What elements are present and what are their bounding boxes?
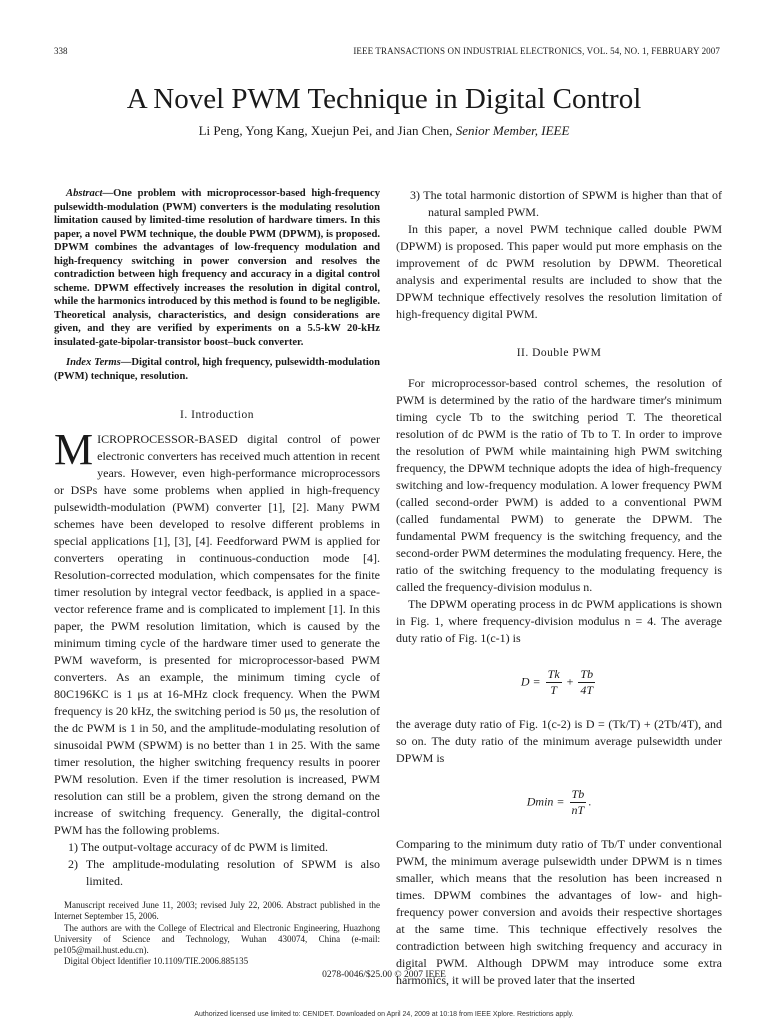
paper-title: A Novel PWM Technique in Digital Control	[126, 83, 642, 115]
equation-period: .	[588, 794, 592, 809]
denominator: 4T	[580, 683, 594, 697]
fraction	[578, 667, 595, 698]
author-names: Li Peng, Yong Kang, Xuejun Pei, and Jian Chen,	[198, 123, 456, 138]
paragraph: The DPWM operating process in dc PWM applications is shown in Fig. 1, where frequency-division modulus n = 4. The average duty ratio of Fig. 1(c-1) is	[396, 597, 722, 645]
denominator: nT	[571, 803, 585, 817]
footnote-affiliation: The authors are with the College of Electrical and Electronic Engineering, Huazhong University of Science and Technology, Wuhan 430074, China (e-mail: pe105@mail.hust.edu.cn).	[54, 922, 380, 956]
list-item: 2) The amplitude-modulating resolution of SPWM is also limited.	[68, 857, 380, 888]
section-heading-introduction: I. Introduction	[180, 409, 254, 421]
fraction	[570, 787, 587, 818]
abstract	[54, 187, 380, 349]
drop-cap: M	[54, 425, 94, 474]
index-terms-text: —Digital control, high frequency, pulsewidth-modulation (PWM) technique, resolution.	[54, 357, 380, 382]
left-column	[54, 187, 380, 968]
paragraph: In this paper, a novel PWM technique called double PWM (DPWM) is proposed. This paper would put more emphasis on the improvement of dc PWM resolution by DPWM. Theoretical analysis and experimental results are included to show that the DPWM technique effectively resolves the resolution limitation of high-frequency digital PWM.	[396, 222, 722, 321]
plus-sign: +	[566, 674, 574, 689]
intro-paragraph	[54, 425, 380, 839]
paragraph: the average duty ratio of Fig. 1(c-2) is D = (Tk/T) + (2Tb/4T), and so on. The duty ratio of the minimum average pulsewidth under DPWM is	[396, 717, 722, 765]
equation-lhs: Dmin =	[526, 794, 565, 809]
numerator: Tb	[580, 667, 594, 681]
author-line	[0, 123, 768, 139]
intro-text: ICROPROCESSOR-BASED digital control of power electronic converters has received much attention in recent years. However, even high-performance microprocessors or DSPs have some problems when applied in high-frequency pulsewidth-modulation (PWM) converter [1], [2]. Many PWM schemes have been developed to resolve different problems in special applications [1], [3], [4]. Feedforward PWM is applied for converters operating in continuous-conduction mode [4]. Resolution-corrected modulation, which compensates for the finite timer resolution by integral vector feedback, is applied in a space-vector reference frame and is complicated to implement [1]. In this paper, the PWM resolution limitation, which is caused by the minimum timing cycle of the hardware timer used to generate the PWM waveform, is presented for microprocessor-based PWM converters. As an example, the minimum timing cycle of 80C196KC is 1 μs at 16-MHz clock frequency. When the PWM frequency is 20 kHz, the switching period is 50 μs, the resolution of the dc PWM is 1 in 50, and the amplitude-modulating resolution of sinusoidal PWM (SPWM) is no better than 1 in 25. With the same timer resolution, the higher switching frequency results in poorer PWM resolution. Even if the timer resolution is increased, PWM resolution can still be a problem, given the strong demand on the increase of switching frequency. Generally, the digital-control PWM has the following problems.	[54, 432, 380, 837]
right-column	[396, 187, 722, 989]
section-heading-double-pwm: II. Double PWM	[516, 347, 602, 359]
footnote-doi: Digital Object Identifier 10.1109/TIE.2006.885135	[64, 956, 249, 967]
list-item: 1) The output-voltage accuracy of dc PWM is limited.	[68, 840, 329, 854]
denominator: T	[550, 683, 557, 697]
paragraph: Comparing to the minimum duty ratio of Tb/T under conventional PWM, the minimum average pulsewidth under DPWM is n times smaller, which means that the resolution has been increased n times. DPWM combines the advantages of low- and high-frequency power conversion and avoids their respective shortages at the same time. This technique effectively resolves the contradiction between high switching frequency and accuracy in digital PWM. Although DPWM may introduce some extra harmonics, it will be proved later that the inserted	[396, 837, 722, 987]
equation-lhs: D =	[520, 674, 541, 689]
problem-list-continued	[396, 187, 722, 221]
list-item: 3) The total harmonic distortion of SPWM is higher than that of natural sampled PWM.	[410, 188, 722, 219]
problem-list	[54, 839, 380, 890]
index-terms-label: Index Terms	[66, 357, 121, 368]
paragraph: For microprocessor-based control schemes, the resolution of PWM is determined by the ratio of the hardware timer's minimum timing cycle Tb to the switching period T. The theoretical resolution of dc PWM is the ratio of Tb to T. In order to improve the resolution of PWM while maintaining high PWM switching frequency, the DPWM technique adopts the idea of high-frequency switching and low-frequency modulation. A lower frequency PWM (called second-order PWM) is added to a conventional PWM (called fundamental PWM) to generate the DPWM. The fundamental PWM frequency is the switching frequency, and the second-order PWM determines the modulating frequency. Here, the ratio of the switching frequency to the modulating frequency is called the frequency-division modulus n.	[396, 376, 722, 594]
abstract-text: —One problem with microprocessor-based high-frequency pulsewidth-modulation (PWM) converters is the modulating resolution limitation caused by limited-time resolution of hardware timers. In this paper, a novel PWM technique, the double PWM (DPWM), is proposed. DPWM combines the advantages of low-frequency modulation and high-frequency switching in power conversion and resolves the contradiction between high frequency and accuracy in a digital control scheme. DPWM effectively increases the resolution in digital control, while the harmonics introduced by this method is found to be negligible. Theoretical analysis, characteristics, and design considerations are given, and they are verified by experiments on a 5.5-kW 20-kHz insulated-gate-bipolar-transistor boost–buck converter.	[54, 188, 380, 348]
numerator: Tk	[547, 667, 560, 681]
abstract-label: Abstract	[66, 188, 103, 199]
page-number: 338	[54, 46, 68, 56]
numerator: Tb	[571, 787, 585, 801]
footnote-manuscript: Manuscript received June 11, 2003; revised July 22, 2006. Abstract published in the Internet September 15, 2006.	[54, 900, 380, 922]
fraction	[546, 667, 562, 698]
copyright-line: 0278-0046/$25.00 © 2007 IEEE	[322, 970, 446, 980]
footnote	[54, 900, 380, 968]
journal-header: IEEE TRANSACTIONS ON INDUSTRIAL ELECTRONICS, VOL. 54, NO. 1, FEBRUARY 2007	[353, 46, 720, 56]
equation-duty-ratio	[396, 667, 722, 698]
author-membership: Senior Member, IEEE	[455, 123, 570, 138]
license-notice: Authorized licensed use limited to: CENIDET. Downloaded on April 24, 2009 at 10:18 from IEEE Xplore. Restrictions apply.	[194, 1011, 574, 1018]
equation-min-duty	[396, 787, 722, 818]
index-terms	[54, 356, 380, 383]
